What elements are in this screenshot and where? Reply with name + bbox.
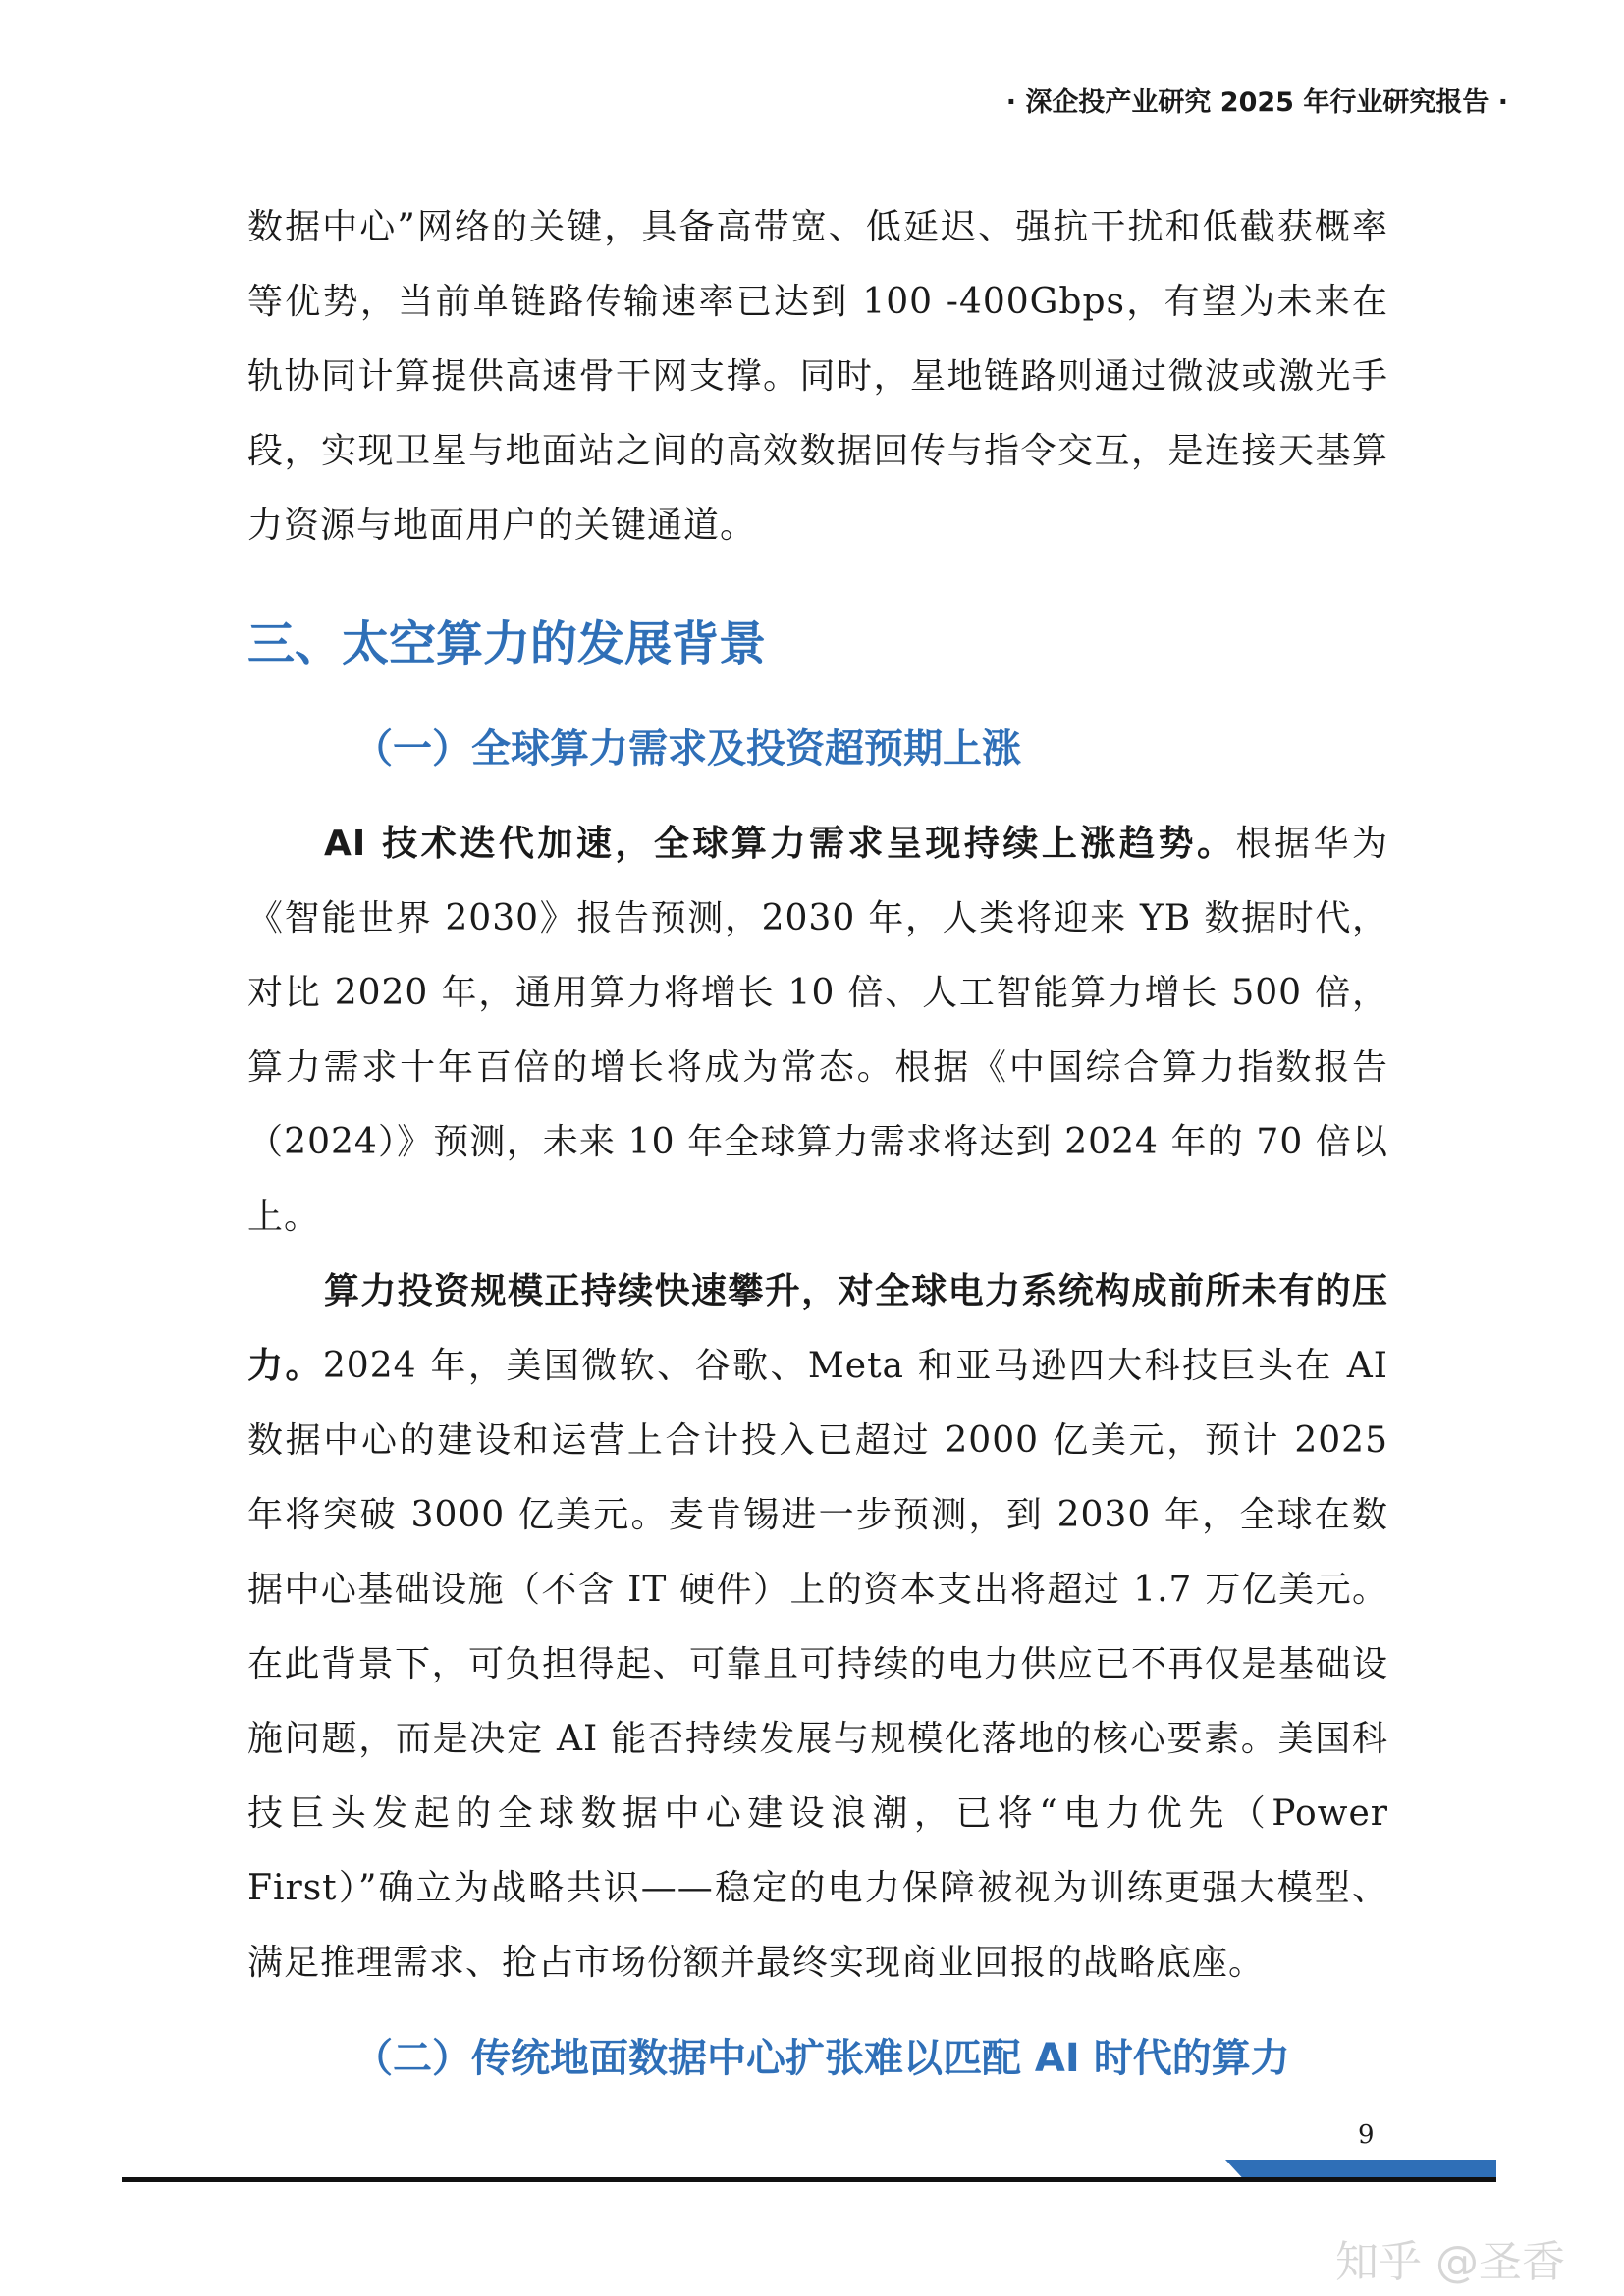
subsection-heading-1: （一）全球算力需求及投资超预期上涨 — [353, 726, 1021, 772]
running-header: · 深企投产业研究 2025 年行业研究报告 · — [1005, 87, 1508, 118]
footer-accent-bar — [1225, 2160, 1496, 2177]
section-heading: 三、太空算力的发展背景 — [247, 616, 767, 671]
paragraph-lead: AI 技术迭代加速，全球算力需求呈现持续上涨趋势。 — [324, 824, 1236, 864]
page-body — [247, 190, 1388, 2116]
paragraph-text: 2024 年，美国微软、谷歌、Meta 和亚马逊四大科技巨头在 AI 数据中心的建设和运营上合计投入已超过 2000 亿美元，预计 2025 年将突破 3000 亿美元。麦肯锡进一步预测，到 2030 年，全球在数据中心基础设施（不含 IT 硬件）上的资本支出将超过 1.7 万亿美元。在此背景下，可负担得起、可靠且可持续的电力供应已不再仅是基础设施问题，而是决定 AI 能否持续发展与规模化落地的核心要素。美国科技巨头发起的全球数据中心建设浪潮，已将“电力优先（Power First）”确立为战略共识——稳定的电力保障被视为训练更强大模型、满足推理需求、抢占市场份额并最终实现商业回报的战略底座。 — [247, 1346, 1388, 1983]
watermark: 知乎 @圣香 — [1335, 2237, 1565, 2287]
paragraph-text: 根据华为《智能世界 2030》报告预测，2030 年，人类将迎来 YB 数据时代，对比 2020 年，通用算力将增长 10 倍、人工智能算力增长 500 倍，算力需求十年百倍的增长将成为常态。根据《中国综合算力指数报告（2024）》预测，未来 10 年全球算力需求将达到 2024 年的 70 倍以上。 — [247, 824, 1388, 1237]
intro-paragraph: 数据中心”网络的关键，具备高带宽、低延迟、强抗干扰和低截获概率等优势，当前单链路传输速率已达到 100 -400Gbps，有望为未来在轨协同计算提供高速骨干网支撑。同时，星地链路则通过微波或激光手段，实现卫星与地面站之间的高效数据回传与指令交互，是连接天基算力资源与地面用户的关键通道。 — [247, 207, 1388, 546]
paragraph-ai-demand — [247, 807, 1388, 1255]
paragraph-lead: 算力投资规模正持续快速攀升，对全球电力系统构成前所未有的压力。 — [247, 1271, 1388, 1386]
paragraph-investment — [247, 1255, 1388, 2001]
subsection-heading-2: （二）传统地面数据中心扩张难以匹配 AI 时代的算力 — [353, 2036, 1290, 2081]
footer-rule — [122, 2177, 1496, 2182]
page-number: 9 — [1358, 2120, 1375, 2150]
